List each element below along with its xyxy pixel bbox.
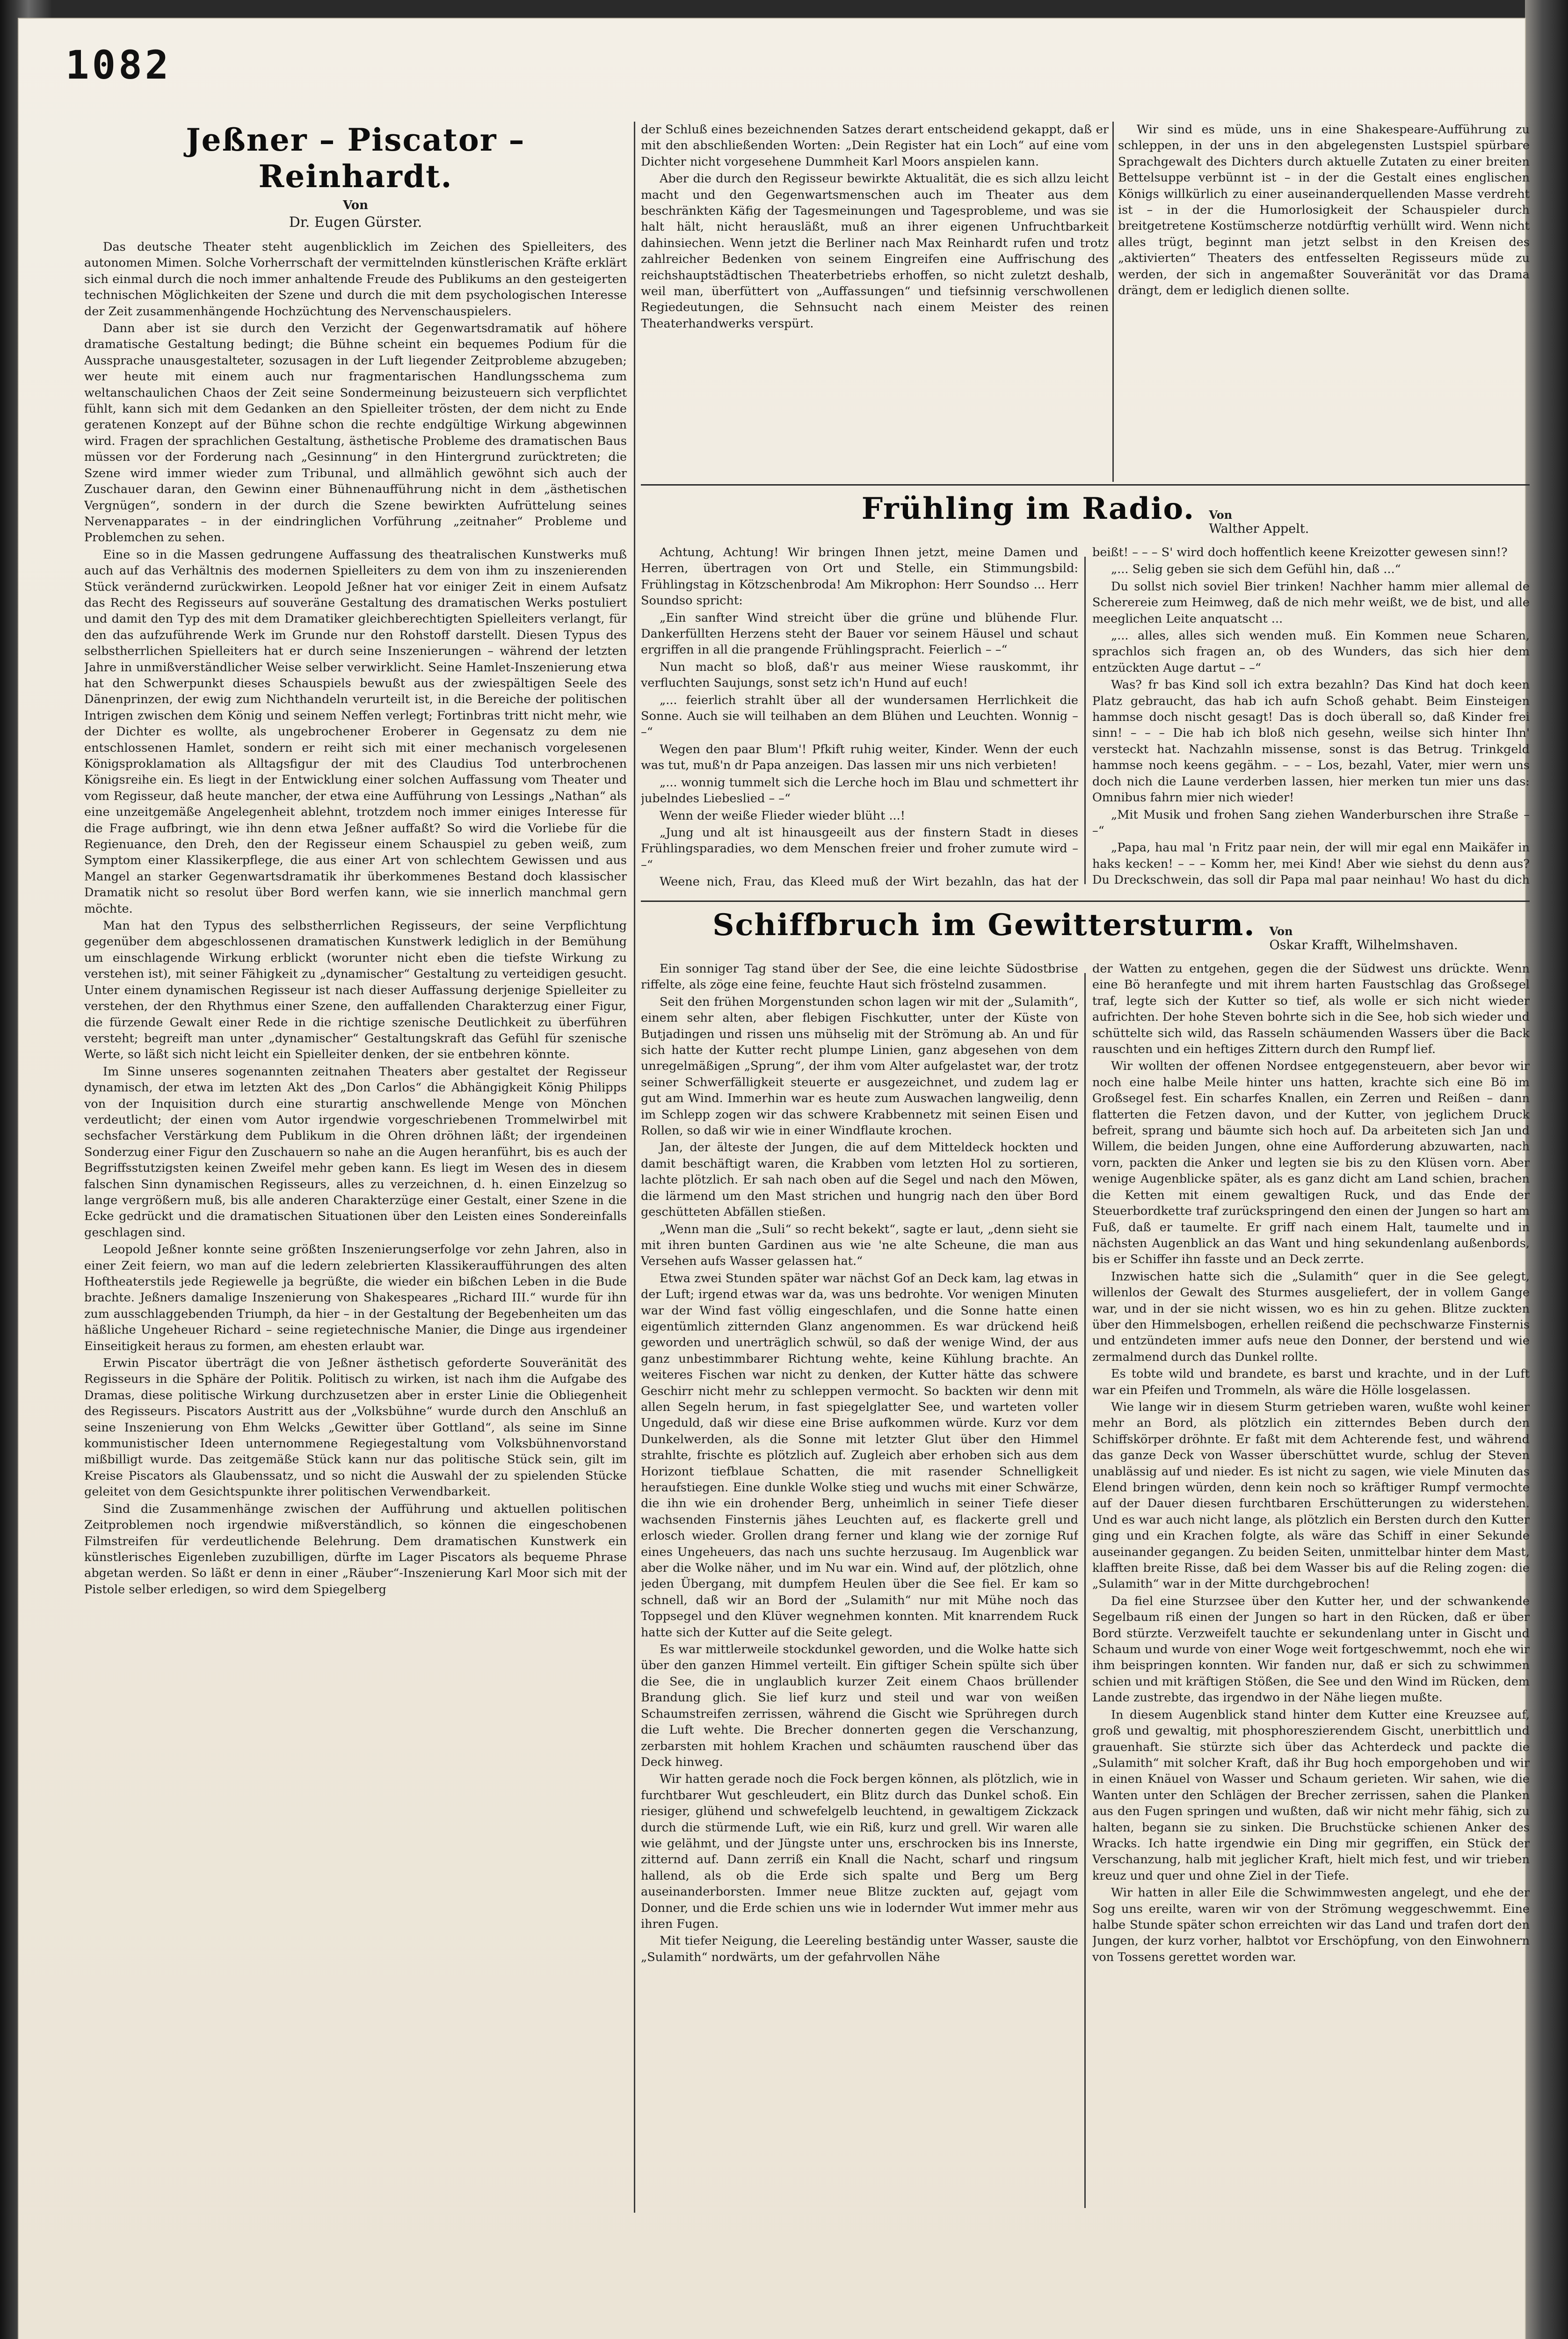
byline-label: Von	[1209, 508, 1233, 522]
page-number: 1082	[65, 42, 172, 88]
byline-label: Von	[342, 198, 369, 212]
article-jessner-continued-2	[1118, 122, 1530, 477]
article-byline	[1270, 924, 1458, 952]
paragraph: „Papa, hau mal 'n Fritz paar nein, der will mir egal enn Maikäfer in haks kecken! – – – Komm her, mei Kind! Aber wie siehst du denn aus? Du Dreckschwein, das soll dir Papa mal paar neinhau! Wo hast du dich	[1092, 841, 1530, 887]
paragraph: „Mit Musik und frohen Sang ziehen Wanderburschen ihre Straße – –“	[1092, 807, 1530, 838]
article-shipwreck	[641, 908, 1530, 2208]
byline-label: Von	[1269, 924, 1293, 938]
paragraph: Im Sinne unseres sogenannten zeitnahen Theaters aber gestaltet der Regisseur dynamisch, der etwa im letzten Akt des „Don Carlos“ die Abhängigkeit König Philipps von der Inquisition durch eine sturartig anschwellende Menge von Mönchen verdeutlicht; der einen vom Autor irgendwie vorgeschriebenen Trommelwirbel mit sechsfacher Verstärkung dem Publikum in die Ohren dröhnen läßt; der irgendeinen Sonderzug einer Figur den Zuschauern so nahe an die Augen heranführt, bis es auch der Begriffsstutzigsten keinen Zweifel mehr geben kann. Es liegt im Wesen des in diesem falschen Sinn dynamischen Regisseurs, alles zu verzeichnen, d. h. einen Einzelzug so lange vergrößern muß, bis alle anderen Charakterzüge einer Gestalt, einer Szene in die Ecke gedrückt und die dramatischen Situationen über den Leisten eines Sondereinfalls geschlagen sind.	[84, 1064, 627, 1240]
paragraph: Leopold Jeßner konnte seine größten Inszenierungserfolge vor zehn Jahren, also in einer Zeit feiern, wo man auf die ledern zelebrierten Klassikeraufführungen des alten Hoftheaterstils jede Regiewelle ja begrüßte, die wieder ein bißchen Leben in die Bude brachte. Jeßners damalige Inszenierung von Shakespeares „Richard III.“ wurde für ihn zum ausschlaggebenden Triumph, da hier – in der Gestaltung der Begebenheiten um das häßliche Ungeheuer Richard – seine regietechnische Manier, die Dinge aus irgendeiner Einseitigkeit heraus zu formen, am ehesten erlaubt war.	[84, 1242, 627, 1353]
article-jessner-continued	[641, 122, 1109, 477]
paragraph: Wir hatten gerade noch die Fock bergen können, als plötzlich, wie in furchtbarer Wut geschleudert, ein Blitz durch das Dunkel schoß. Ein riesiger, glühend und schwefelgelb leuchtend, in gewaltigem Zickzack durch die stürmende Luft, wie ein Riß, kurz und grell. Wir waren alle wie gelähmt, und der Jüngste unter uns, erschrocken bis ins Innerste, zitternd auf. Dann zerriß ein Knall die Nacht, scharf und ringsum hallend, als ob die Erde sich spalte und Berg um Berg auseinanderborsten. Immer neue Blitze zuckten auf, gejagt vom Donner, und die Erde schien uns wie in lodernder Wut immer mehr aus ihren Fugen.	[641, 1772, 1078, 1931]
article-title: Schiffbruch im Gewittersturm.	[712, 908, 1256, 943]
page-edge-right	[1525, 0, 1568, 2339]
paragraph: Wir hatten in aller Eile die Schwimmwesten angelegt, und ehe der Sog uns ereilte, waren wir von der Strömung weggeschwemmt. Eine halbe Stunde später schon erreichten wir das Land und trafen dort den Jungen, der kurz vorher, halbtot vor Erschöpfung, von den Einwohnern von Tossens gerettet worden war.	[1092, 1886, 1530, 1964]
article-column	[641, 961, 1078, 1966]
article-byline	[1209, 508, 1309, 536]
paragraph: Wegen den paar Blum'! Pfkift ruhig weiter, Kinder. Wenn der euch was tut, muß'n dr Papa anzeigen. Das lassen mir uns nich verbieten!	[641, 742, 1078, 773]
paragraph: Weene nich, Frau, das Kleed muß der Wirt bezahln, das hat der	[660, 875, 1078, 889]
paragraph: Du sollst nich soviel Bier trinken! Nachher hamm mier allemal de Scherereie zum Heimweg, daß de nich mehr weißt, we de bist, und alle meeglichen Leite anquatscht ...	[1092, 579, 1530, 626]
column-rule-1	[634, 122, 635, 2213]
paragraph: „Wenn man die „Suli“ so recht bekekt“, sagte er laut, „denn sieht sie mit ihren bunten Gardinen aus wie 'ne alte Scheune, die man aus Versehen aufs Wasser gelassen hat.“	[641, 1222, 1078, 1269]
article-columns	[641, 545, 1530, 889]
paragraph: Wie lange wir in diesem Sturm getrieben waren, wußte wohl keiner mehr an Bord, als plötzlich ein zitterndes Beben durch den Schiffskörper dröhnte. Er faßt mit dem Achterende fest, und während das ganze Deck von Wasser überschüttet wurde, schlug der Steven unablässig auf und nieder. Es ist nicht zu sagen, wie viele Minuten das Elend bringen würden, denn kein noch so kräftiger Rumpf vermochte auf der Dauer diesen furchtbaren Erschütterungen zu widerstehen. Und es war auch nicht lange, als plötzlich ein Bersten durch den Kutter ging und ein Krachen folgte, als wäre das Schiff in einer Sekunde auseinander gegangen. Zu beiden Seiten, unmittelbar hinter dem Mast, klafften breite Risse, daß bei dem Wasser bis auf die Reling zogen: die „Sulamith“ war in der Mitte durchgebrochen!	[1092, 1400, 1530, 1591]
article-body	[1118, 122, 1530, 298]
paragraph: In diesem Augenblick stand hinter dem Kutter eine Kreuzsee auf, groß und gewaltig, mit phosphoreszierendem Gischt, unerbittlich und grauenhaft. Sie stürzte sich über das Achterdeck und packte die „Sulamith“ mit solcher Kraft, daß ihr Bug hoch emporgehoben und wir in einen Knäuel von Wasser und Schaum gerieten. Wir sahen, wie die Wanten unter den Schlägen der Brecher zerrissen, sahen die Planken aus den Fugen springen und wußten, daß wir nicht mehr fähig, sich zu halten, begann sie zu sinken. Die Bruchstücke schienen Anker des Wracks. Ich hatte irgendwie ein Ding mir gegriffen, ein Stück der Verschanzung, halb mit jeglicher Kraft, hielt mich fest, und wir trieben kreuz und quer und ohne Ziel in der Tiefe.	[1092, 1707, 1530, 1883]
paragraph: Inzwischen hatte sich die „Sulamith“ quer in die See gelegt, willenlos der Gewalt des Sturmes ausgeliefert, der in vollem Gange war, und in der sie nicht wissen, wo es hin zu gehen. Blitze zuckten über den Himmelsbogen, erhellen reißend die pechschwarze Finsternis und entzündeten immer aufs neue den Donner, der berstend und wie zermalmend durch das Dunkel rollte.	[1092, 1269, 1530, 1364]
article-body	[641, 122, 1109, 332]
section-rule-radio	[641, 484, 1530, 486]
article-header	[641, 908, 1530, 952]
article-column	[1092, 961, 1530, 1966]
paragraph: Eine so in die Massen gedrungene Auffassung des theatralischen Kunstwerks muß auch auf das Verhältnis des modernen Spielleiters zu dem von ihm zu inszenierenden Stück verändernd zurückwirken. Leopold Jeßner hat vor einiger Zeit in einem Aufsatz das Recht des Regisseurs auf souveräne Gestaltung des dramatischen Werks postuliert und damit den Typ des mit dem Dramatiker gleichberechtigten Spielleiters verlangt, für den das aufzuführende Werk im Grunde nur den Rohstoff darstellt. Diesen Typus des selbstherrlichen Spielleiters hat er durch seine Inszenierungen – während der letzten Jahre in unmißverständlicher Weise selber verwirklicht. Seine Hamlet-Inszenierung etwa hat den Schwerpunkt dieses Schauspiels bewußt aus der zwiespältigen Seele des Dänenprinzen, der ewig zum Nichthandeln verurteilt ist, in die Bereiche der politischen Intrigen zwischen dem König und seinem Neffen verlegt; Fortinbras tritt nicht mehr, wie der Dichter es wollte, als ungebrochener Eroberer in Gegensatz zu dem nie entschlossenen Hamlet, sondern er reiht sich mit einer mechanisch vorgelesenen Königsproklamation als Alltagsfigur der mit des Claudius Tod unterbrochenen Königsreihe ein. Es liegt in der Entwicklung einer solchen Auffassung vom Theater und vom Regisseur, daß heute mancher, der etwa eine Aufführung von Lessings „Nathan“ als eine unzeitgemäße Angelegenheit ablehnt, trotzdem noch immer einiges Interesse für die Frage aufbringt, wie ihn denn etwa Jeßner auffaßt? So wird die Vorliebe für die Regienuance, den Dreh, den der Regisseur einem Schauspiel zu geben weiß, zum Symptom einer Klassikerpflege, die aus einer Art von schlechtem Gewissen und aus Mangel an starker Gegenwartsdramatik ihr überkommenes Bestand doch klassischer Dramatik nicht so resolut über Bord werfen kann, wie sie innerlich manchmal gern möchte.	[84, 547, 627, 916]
article-jessner	[84, 122, 627, 2213]
paragraph: Mit tiefer Neigung, die Leereling beständig unter Wasser, sauste die „Sulamith“ nordwärts, um der gefahrvollen Nähe	[641, 1934, 1078, 1964]
article-author: Dr. Eugen Gürster.	[289, 214, 422, 231]
paragraph: „Jung und alt ist hinausgeeilt aus der finstern Stadt in dieses Frühlingsparadies, wo dem Menschen freier und froher zumute wird – –“	[641, 825, 1078, 872]
paragraph: „Ein sanfter Wind streicht über die grüne und blühende Flur. Dankerfüllten Herzens steht der Bauer vor seinem Häusel und schaut ergriffen in all die prangende Frühlingspracht. Feierlich – –“	[641, 610, 1078, 657]
paragraph: Was? fr bas Kind soll ich extra bezahln? Das Kind hat doch keen Platz gebraucht, das hab ich aufn Schoß gehabt. Beim Einsteigen hammse doch nischt gesagt! Das is doch überall so, daß Kinder frei sinn! – – – Die hab ich bloß nich gesehn, weilse sich hinter Ihn' versteckt hat. Nachzahln missense, sonst is das Betrug. Trinkgeld hammse noch keens gegähm. – – – Los, bezahl, Vater, mier wern uns doch nich die Laune verderben lassen, hier merken tun mier uns das: Omnibus fahrn mier nich wieder!	[1092, 678, 1530, 805]
article-column	[641, 545, 1078, 889]
paragraph: Es tobte wild und brandete, es barst und krachte, und in der Luft war ein Pfeifen und Trommeln, als wäre die Hölle losgelassen.	[1092, 1367, 1530, 1397]
article-columns	[641, 961, 1530, 1966]
paragraph: Dann aber ist sie durch den Verzicht der Gegenwartsdramatik auf höhere dramatische Gestaltung bedingt; die Bühne scheint ein bequemes Podium für die Aussprache unausgestalteter, sozusagen in der Luft liegender Zeitprobleme abzugeben; wer heute mit einem auch nur fragmentarischen Handlungsschema zum weltanschaulichen Chaos der Zeit seine Sondermeinung beizusteuern sich verpflichtet fühlt, kann sich mit dem Gedanken an den Spielleiter trösten, der dem nicht zu Ende geratenen Konzept auf der Bühne schon die rechte endgültige Wirkung abgewinnen wird. Fragen der sprachlichen Gestaltung, ästhetische Probleme des dramatischen Baus müssen vor der Forderung nach „Gesinnung“ in den Hintergrund zurücktreten; die Szene wird immer wieder zum Tribunal, und allmählich gewöhnt sich auch der Zuschauer daran, den Gewinn einer Bühnenaufführung nicht in dem „ästhetischen Vergnügen“, sondern in der durch die Szene bewirkten Aufrüttelung seines Nervenapparates – in der eindringlichen Vorführung „zeitnaher“ Probleme und Problemchen zu sehen.	[84, 321, 627, 545]
paragraph: Es war mittlerweile stockdunkel geworden, und die Wolke hatte sich über den ganzen Himmel verteilt. Ein giftiger Schein spülte sich über die See, die in unglaublich kurzer Zeit einem Chaos brüllender Brandung glich. Sie lief kurz und steil und war von weißen Schaumstreifen zerrissen, während die Gischt wie Sprühregen durch die Luft wehte. Die Brecher donnerten gegen die Verschanzung, zerbarsten mit hohlem Krachen und schäumten rauschend über das Deck hinweg.	[641, 1642, 1078, 1769]
article-author: Oskar Krafft, Wilhelmshaven.	[1269, 938, 1458, 952]
paragraph: Jan, der älteste der Jungen, die auf dem Mitteldeck hockten und damit beschäftigt waren, die Krabben vom letzten Hol zu sortieren, lachte plötzlich. Er sah nach oben auf die Segel und nach den Möwen, die lärmend um den Mast strichen und hungrig nach den über Bord geschütteten Abfällen stießen.	[641, 1140, 1078, 1220]
section-rule-storm	[641, 901, 1530, 902]
paragraph: Ein sonniger Tag stand über der See, die eine leichte Südostbrise riffelte, als zöge eine feine, feuchte Haut sich fröstelnd zusammen.	[641, 962, 1078, 992]
paragraph: der Watten zu entgehen, gegen die der Südwest uns drückte. Wenn eine Bö heranfegte und mit ihrem harten Faustschlag das Großsegel traf, legte sich der Kutter so tief, als wolle er sich nicht wieder aufrichten. Der hohe Steven bohrte sich in die See, hob sich wieder und schüttelte sich wild, das Rasseln schäumenden Wassers über die Back rauschten und ein heftiges Zittern durch den Rumpf lief.	[1092, 962, 1530, 1057]
paragraph: Etwa zwei Stunden später war nächst Gof an Deck kam, lag etwas in der Luft; irgend etwas war da, was uns bedrohte. Vor wenigen Minuten war der Wind fast völlig eingeschlafen, und die Sonne hatte einen eigentümlich zitternden Glanz angenommen. Es war drückend heiß geworden und unerträglich schwül, so daß der wenige Wind, der aus ganz unbestimmbarer Richtung wehte, keine Kühlung brachte. An weiteres Fischen war nicht zu denken, der Kutter hätte das schwere Geschirr nicht mehr zu schleppen vermocht. So backten wir denn mit allen Segeln herum, in fast spiegelglatter See, und warteten voller Ungeduld, daß wir diese eine Brise aufkommen würde. Kurz vor dem Dunkelwerden, als die Sonne mit letzter Glut über den Himmel strahlte, frischte es plötzlich auf. Zugleich aber erhoben sich aus dem Horizont tiefblaue Schatten, die mit rasender Schnelligkeit heraufstiegen. Eine dunkle Wolke stieg und wuchs mit einer Schwärze, die ihn wie ein drohender Berg, unheimlich in seiner Tiefe dieser wachsenden Finsternis jähes Leuchten auf, es flackerte grell und erlosch wieder. Grollen drang ferner und klang wie der zornige Ruf eines Ungeheuers, das nach uns suchte herzusaug. Im Augenblick war aber die Wolke näher, und im Nu war ein. Wind auf, der plötzlich, ohne jeden Übergang, mit dumpfem Heulen über die See fiel. Er kam so schnell, daß wir an Bord der „Sulamith“ nur mit Mühe noch das Toppsegel und den Klüver wegnehmen konnten. Mit knarrendem Ruck hatte sich der Kutter auf die Seite gelegt.	[641, 1271, 1078, 1640]
article-body	[84, 239, 627, 1598]
paragraph: Wir sind es müde, uns in eine Shakespeare-Aufführung zu schleppen, in der uns in den abgelegensten Lustspiel spürbare Sprachgewalt des Dichters durch aktuelle Zutaten zu einer breiten Bettelsuppe verbünnt ist – in der die Gestalt eines englischen Königs willkürlich zu einer auseinanderquellenden Masse verdreht ist – in der die Humorlosigkeit der Schauspieler durch breitgetretene Kostümscherze notdürftig verhüllt wird. Wenn nicht alles trügt, beginnt man jetzt selbst in den Kreisen des „aktivierten“ Theaters des entfesselten Regisseurs müde zu werden, der sich in angemaßter Souveränität vor das Drama drängt, dem er lediglich dienen sollte.	[1118, 123, 1530, 298]
paragraph: Nun macht so bloß, daß'r aus meiner Wiese rauskommt, ihr verfluchten Saujungs, sonst setz ich'n Hund auf euch!	[641, 660, 1078, 690]
paragraph: „... alles, alles sich wenden muß. Ein Kommen neue Scharen, sprachlos sich fragen an, ob des Wunders, das sich hier dem entzückten Auge dartut – –“	[1092, 629, 1530, 675]
article-radio	[641, 491, 1530, 889]
paragraph: beißt! – – – S' wird doch hoffentlich keene Kreizotter gewesen sinn!?	[1092, 545, 1508, 559]
column-rule-2	[1112, 122, 1114, 482]
article-title: Jeßner – Piscator – Reinhardt.	[186, 122, 525, 195]
paragraph: Erwin Piscator überträgt die von Jeßner ästhetisch geforderte Souveränität des Regisseurs in die Sphäre der Politik. Politisch zu wirken, ist nach ihm die Aufgabe des Dramas, diese politische Wirkung durchzusetzen aber in erster Linie die Obliegenheit des Regisseurs. Piscators Austritt aus der „Volksbühne“ wurde durch den Anschluß an seine Inszenierung von Ehm Welcks „Gewitter über Gottland“, als seine im Sinne kommunistischer Ideen unternommene Regiegestaltung vom Volksbühnenvorstand mißbilligt wurde. Das zeitgemäße Stück kann nur das politische Stück sein, gilt im Kreise Piscators als Glaubenssatz, und so nicht die Auswahl der zu spielenden Stücke geleitet von dem Gesichtspunkte ihrer politischen Verwendbarkeit.	[84, 1356, 627, 1499]
paragraph: Wir wollten der offenen Nordsee entgegensteuern, aber bevor wir noch eine halbe Meile hinter uns hatten, krachte sich eine Bö im Großsegel fest. Ein scharfes Knallen, ein Zerren und Reißen – dann flatterten die Fetzen davon, und der Kutter, von jeglichem Druck befreit, sprang und bäumte sich hoch auf. Da arbeiteten sich Jan und Willem, die beiden Jungen, ohne eine Aufforderung abzuwarten, nach vorn, packten die Anker und legten sie bis zu den Klüsen vorn. Aber wenige Augenblicke später, als es ganz dicht am Land schien, brachen die Ketten mit einem gewaltigen Ruck, und das Ende der Steuerbordkette traf zurückspringend den einen der Jungen so hart am Fuß, daß er taumelte. Er griff nach einem Halt, taumelte und in nächsten Augenblick an das Want und hing sekundenlang außenbords, bis er Schiffer ihn fasste und an Deck zerrte.	[1092, 1059, 1530, 1267]
paragraph: Da fiel eine Sturzsee über den Kutter her, und der schwankende Segelbaum riß einen der Jungen so hart in den Rücken, daß er über Bord stürzte. Verzweifelt tauchte er sekundenlang unter in Gischt und Schaum und wurde von einer Woge weit fortgeschwemmt, noch ehe wir ihm beispringen konnten. Wir fanden nur, daß er sich zu schwimmen schien und mit kräftigen Stößen, die See und den Wind im Rücken, dem Lande zustrebte, das irgendwo in der Nähe liegen mußte.	[1092, 1594, 1530, 1705]
paragraph: „... feierlich strahlt über all der wundersamen Herrlichkeit die Sonne. Auch sie will teilhaben an dem Blühen und Leuchten. Wonnig – –“	[641, 693, 1078, 740]
paragraph: Wenn der weiße Flieder wieder blüht ...!	[660, 808, 906, 823]
article-title: Frühling im Radio.	[861, 491, 1195, 526]
paragraph: Man hat den Typus des selbstherrlichen Regisseurs, der seine Verpflichtung gegenüber dem abgeschlossenen dramatischen Kunstwerk lediglich in der Bemühung um einschlagende Wirkung erblickt (worunter nicht eben die tiefste Wirkung zu verstehen ist), mit seiner Fähigkeit zu „dynamischer“ Gestaltung zu verteidigen gesucht. Unter einem dynamischen Regisseur ist nach dieser Auffassung derjenige Spielleiter zu verstehen, der den Rhythmus einer Szene, den auffallenden Charakterzug einer Figur, die fürzende Gewalt einer Rede in die richtige szenische Deutlichkeit zu überführen versteht; begreift man unter „dynamischer“ Gestaltungskraft das Gefühl für szenische Werte, so läßt sich nicht leicht ein Spielleiter denken, der sie entbehren könnte.	[84, 919, 627, 1062]
article-header	[641, 491, 1530, 536]
paragraph: Aber die durch den Regisseur bewirkte Aktualität, die es sich allzu leicht macht und den Gegenwartsmenschen auch im Theater aus dem beschränkten Käfig der Tagesmeinungen und Tagesprobleme, und was sie halt hält, nicht herausläßt, muß an ihrer eigenen Unfruchtbarkeit dahinsiechen. Wenn jetzt die Berliner nach Max Reinhardt rufen und trotz zahlreicher Bedenken von seinem Eingreifen eine Auffrischung des reichshauptstädtischen Theaterbetriebs erhoffen, so nicht zuletzt deshalb, weil man, überfüttert von „Auffassungen“ und tiefsinnig verschwollenen Regiedeutungen, die Sehnsucht nach einem Meister des reinen Theaterhandwerks verspürt.	[641, 172, 1109, 331]
paragraph: Achtung, Achtung! Wir bringen Ihnen jetzt, meine Damen und Herren, übertragen von Ort und Stelle, ein Stimmungsbild: Frühlingstag in Kötzschenbroda! Am Mikrophon: Herr Soundso ... Herr Soundso spricht:	[641, 545, 1078, 608]
article-column	[1092, 545, 1530, 889]
paragraph: der Schluß eines bezeichnenden Satzes derart entscheidend gekappt, daß er mit den abschließenden Worten: „Dein Register hat ein Loch“ auf eine vom Dichter nicht vorgesehene Dummheit Karl Moors anspielen kann.	[641, 123, 1109, 169]
paragraph: Sind die Zusammenhänge zwischen der Aufführung und aktuellen politischen Zeitproblemen noch irgendwie mißverständlich, so können die eingeschobenen Filmstreifen für verdeutlichende Belehrung. Dem dramatischen Kunstwerk ein künstlerisches Eigenleben zuzubilligen, dürfte im Lager Piscators als bequeme Phrase abgetan werden. So läßt er denn in einer „Räuber“-Inszenierung Karl Moor sich mit der Pistole selber erledigen, so wird dem Spiegelberg	[84, 1502, 627, 1597]
article-author: Walther Appelt.	[1209, 522, 1309, 536]
paragraph: Seit den frühen Morgenstunden schon lagen wir mit der „Sulamith“, einem sehr alten, aber flebigen Fischkutter, unter der Küste von Butjadingen und rissen uns mühselig mit der Strömung ab. An und für sich hatte der Kutter recht plumpe Linien, ganz abgesehen von dem unregelmäßigen „Sprung“, der ihm vom Alter aufgelastet war, der trotz seiner Schwerfälligkeit steuerte er ausgezeichnet, und zudem lag er gut am Wind. Immerhin war es heute zum Auswachen langweilig, denn im Schlepp zogen wir das schwere Krabbennetz mit seinen Eisen und Rollen, so daß wir wie in einer Windflaute krochen.	[641, 995, 1078, 1138]
paragraph: „... Selig geben sie sich dem Gefühl hin, daß ...“	[1111, 562, 1401, 577]
paragraph: „... wonnig tummelt sich die Lerche hoch im Blau und schmettert ihr jubelndes Liebeslied – –“	[641, 775, 1078, 806]
paragraph: Das deutsche Theater steht augenblicklich im Zeichen des Spielleiters, des autonomen Mimen. Solche Vorherrschaft der vermittelnden künstlerischen Kräfte erklärt sich einmal durch die noch immer anhaltende Freude des Publikums an den gesteigerten technischen Möglichkeiten der Szene und durch die mit dem psychologischen Interesse der Zeit zusammenhängende Hochzüchtung des Nervenschauspielers.	[84, 240, 627, 319]
